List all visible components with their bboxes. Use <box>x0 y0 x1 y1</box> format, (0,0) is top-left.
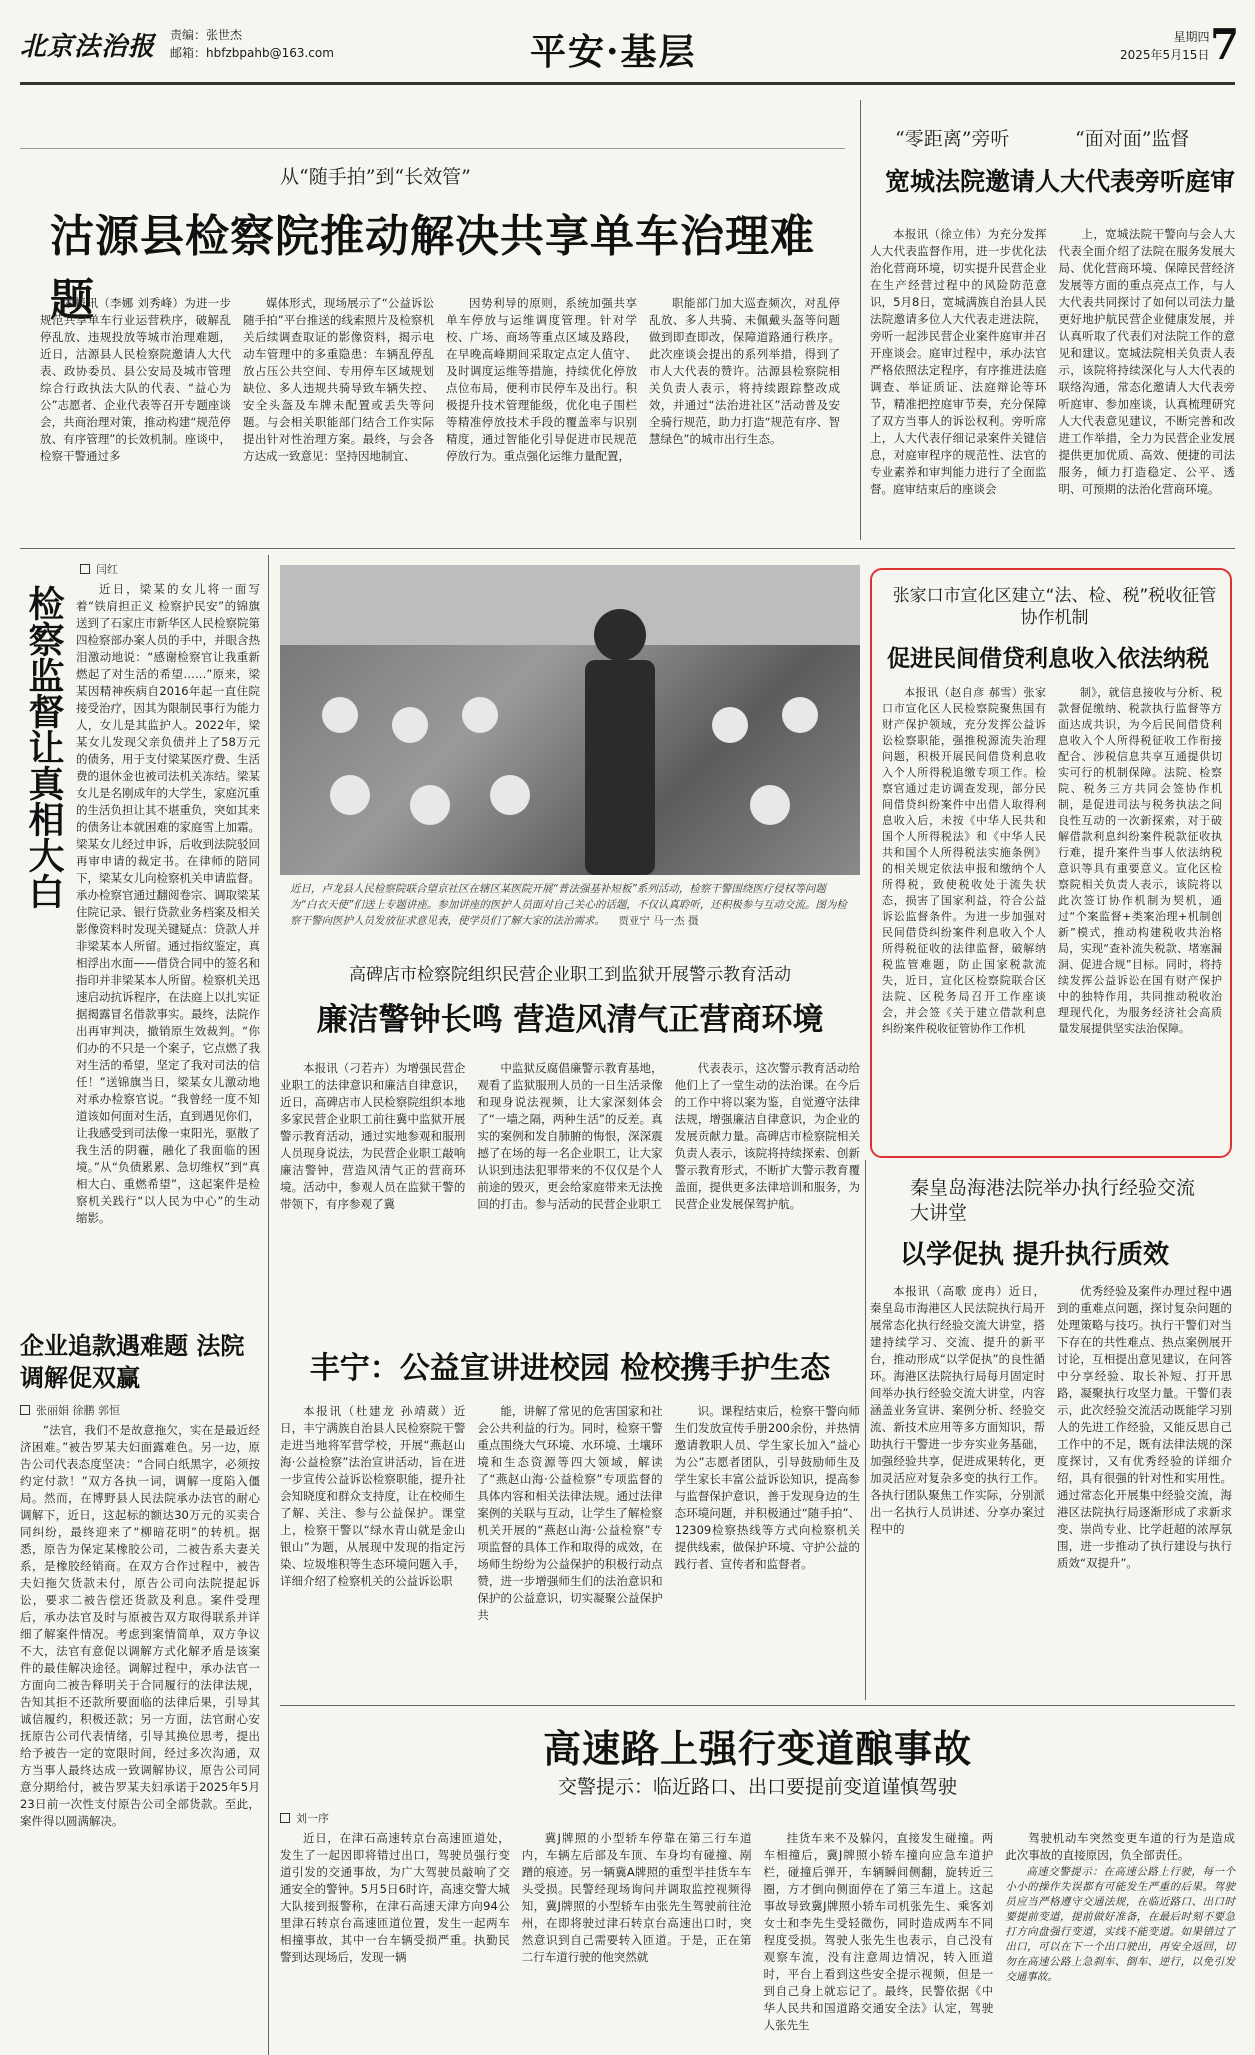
section-rule <box>280 1705 1235 1706</box>
article-body <box>280 1060 860 1310</box>
article-title: 以学促执 提升执行质效 <box>900 1240 1170 1270</box>
article-col-1: 近日，丰宁满族自治县人民检察院干警走进当地将军营学校，开展“燕赵山海·公益检察”法治宣讲活动，旨在进一步宣传公益诉讼检察职能，提升社会知晓度和群众支持度，让在校师生了解、关注、参与公益保护。课堂上，检察干警以“绿水青山就是金山银山”为题，从展现中发现的指定污染、垃圾堆积等生态环境问题入手，详细介绍了检察机关的公益诉讼职 <box>280 1404 466 1588</box>
photo-image <box>280 565 860 875</box>
author-name: 刘一序 <box>296 1812 329 1825</box>
article-body <box>870 1283 1232 1688</box>
editor-name: 张世杰 <box>206 28 243 42</box>
article-title: 高速路上强行变道酿事故 <box>542 1726 972 1771</box>
article-col-3: 代表表示，这次警示教育活动给他们上了一堂生动的法治课。在今后的工作中将以案为鉴，自觉遵守法律法规，增强廉洁自律意识，为企业的发展贡献力量。高碑店市检察院相关负责人表示，该院将持续探索、创新警示教育形式，不断扩大警示教育覆盖面，提供更多法律培训和服务，为民营企业发展保驾护航。 <box>674 1061 860 1211</box>
article-shared-bikes <box>20 100 845 540</box>
article-court-hearing <box>870 100 1235 545</box>
section-title: 平安·基层 <box>530 31 697 73</box>
article-kicker: 张家口市宣化区建立“法、检、税”税收征管协作机制 <box>892 586 1217 628</box>
article-col-4: 驾驶机动车突然变更车道的行为是造成此次事故的直接原因，负全部责任。 <box>1005 1831 1235 1862</box>
article-body-continued <box>20 910 260 1290</box>
article-body <box>20 1422 260 2032</box>
article-kicker: 高碑店市检察院组织民营企业职工到监狱开展警示教育活动 <box>349 965 791 985</box>
author-name: 闫红 <box>96 563 118 576</box>
traffic-tip: 高速交警提示：在高速公路上行驶，每一个小小的操作失误都有可能发生严重的后果。驾驶员应当严格遵守交通法规，在临近路口、出口时要提前变道，提前做好准备，在最后时刻不要急打方向盘强行变道，实线不能变道。如果错过了出口，可以在下一个出口驶出，再安全返回，切勿在高速公路上急刹车、倒车、逆行，以免引发交通事故。 <box>1005 1866 1235 1983</box>
article-col-2: 媒体形式，现场展示了“公益诉讼随手拍”平台推送的线索照片及检察机关后续调查取证的影像资料，揭示电动车管理中的多重隐患：车辆乱停乱放占压公共空间、专用停车区域规划缺位、多人违规共骑导致车辆失控、安全头盔及车牌未配置或丢失等问题。与会相关职能部门结合工作实际提出针对性治理方案。最终，与会各方达成一致意见：坚持因地制宜、 <box>243 296 434 463</box>
article-vertical-title: 检察监督让真相大白 <box>23 585 65 909</box>
article-col-4: 职能部门加大巡查频次，对乱停乱放、多人共骑、未佩戴头盔等问题做到即查即改，保障道路通行秩序。此次座谈会提出的系列举措，得到了市人大代表的赞许。沽源县检察院相关负责人表示，将持续跟踪整改成效，并通过“法治进社区”活动普及安全骑行规范，助力打造“规范有序、智慧绿色”的城市出行生态。 <box>649 296 840 446</box>
article-text: 近日，梁某的女儿将一面写着“铁肩担正义 检察护民安”的锦旗送到了石家庄市新华区人民检察院第四检察部办案人员的手中，并眼含热泪激动地说：“感谢检察官让我重新燃起了对生活的希望……”原来，梁某因精神疾病自2016年起一直住院接受治疗，因其为限制民事行为能力人，女儿是其监护人。2022年，梁某女儿发现父亲负债并上了58万元的债务，用于支付梁某医疗费、生活费的退休金也被司法机关冻结。梁某女儿是名刚成年的大学生，家庭沉重的生活负担让其不堪重负，突如其来的债务让本就困难的家庭雪上加霜。梁某女儿经过申诉，后收到法院驳回再审申请的裁定书。在律师的陪同下，梁某女儿向检察机关申请监督。承办检察官通过翻阅卷宗、调取梁某住院记录、银行贷款业务档案及相关影像资料时发现关键疑点：贷款人并非梁某本人所留。通过指纹鉴定，真相浮出水面——借贷合同中的签名和指印并非梁某本人所留。检察机关迅速启动抗诉程序，在法庭上以扎实证据揭露冒名借款事实。最终，法院作出再审判决，撤销原生效裁判。“你们办的不只是一个案子，它点燃了我对生活的希望，坚定了我对司法的信任！”送锦旗当日，梁某女儿激动地对承办检察官说。“我曾经一度不知道该如何面对生活，直到遇见你们，让我感受到司法像一束阳光，驱散了我生活的阴霾，融化了我面临的困境。”从“负债累累、急切维权”到“真相大白、重燃希望”，这起案件是检察机关践行“以人民为中心”的生动缩影。 <box>76 582 260 1225</box>
author-names: 张丽娟 徐鹏 郭恒 <box>36 1404 120 1417</box>
email-address: hbfzbpahb@163.com <box>206 46 334 60</box>
article-col-1: 为进一步规范共享单车行业运营秩序，破解乱停乱放、违规投放等城市治理难题，近日，沽源县人民检察院邀请人大代表、政协委员、县公安局及城市管理综合行政执法大队的代表、“益心为公”志愿者、企业代表等召开专题座谈会，共商治理对策，推动构建“规范停放、有序管理”的长效机制。座谈中，检察干警通过多 <box>40 296 232 463</box>
author-marker <box>20 1405 30 1415</box>
article-byline: 本报讯（徐立伟） <box>893 227 988 241</box>
article-kicker-right: “面对面”监督 <box>1075 128 1190 150</box>
article-kicker: 从“随手拍”到“长效管” <box>280 166 471 188</box>
article-title: 促进民间借贷利息收入依法纳税 <box>887 645 1209 672</box>
article-truth <box>20 555 260 1315</box>
author-marker <box>80 564 90 574</box>
article-byline: 本报讯（刁若卉） <box>303 1061 396 1075</box>
article-execution-lecture <box>870 1168 1232 1698</box>
article-title: 沽源县检察院推动解决共享单车治理难题 <box>50 211 815 326</box>
article-body <box>280 1403 860 1688</box>
editor-label: 责编： <box>170 28 207 42</box>
article-fengning <box>280 1335 860 1695</box>
article-tax-mechanism <box>870 568 1232 1158</box>
article-col-3: 挂货车来不及躲闪，直接发生碰撞。两车相撞后，冀J牌照小轿车撞向应急车道护栏，碰撞后弹开，车辆瞬间侧翻，旋转近三圈，方才倒向侧面停在了第三车道上。这起事故导致冀J牌照小轿车司机张先生、乘客刘女士和李先生受轻微伤，同时造成两车不同程度受损。驾驶人张先生也表示，自己没有观察车流，没有注意周边情况，转入匝道时，平台上看到这些安全提示视频，但是一到自己身上就忘记了。最终，民警依据《中华人民共和国道路交通安全法》认定，驾驶人张先生 <box>763 1831 994 2032</box>
article-kicker-left: “零距离”旁听 <box>895 128 1010 150</box>
article-col-2: 优秀经验及案件办理过程中遇到的重难点问题，探讨复杂问题的处理策略与技巧。执行干警们对当下存在的共性难点、热点案例展开讨论，互相提出意见建议，在问答中分享经验、取长补短、打开思路，凝聚执行攻坚力量。干警们表示，此次经验交流活动既能学习别人的先进工作经验，又能反思自己工作中的不足，既有法律法规的深度探讨，又有优秀经验的详细介绍，具有很强的针对性和实用性。通过常态化开展集中经验交流，海港区法院执行局逐渐形成了求新求变、崇尚专业、比学赶超的浓厚氛围，进一步推动了执行建设与执行质效“双提升”。 <box>1057 1284 1232 1570</box>
article-col-1: 为增强民营企业职工的法律意识和廉洁自律意识，近日，高碑店市人民检察院组织本地多家民营企业职工前往冀中监狱开展警示教育活动，通过实地参观和服刑人员现身说法，为民营企业职工敲响廉洁警钟，营造风清气正的营商环境。活动中，参观人员在监狱干警的带领下，有序参观了冀 <box>280 1061 466 1211</box>
article-body <box>76 581 260 1225</box>
article-body <box>870 226 1235 541</box>
article-col-2: 冀J牌照的小型轿车停靠在第三行车道内，车辆左后部及车顶、车身均有碰撞、剐蹭的痕迹。另一辆冀A牌照的重型半挂货车车头受损。民警经现场询问并调取监控视频得知，冀J牌照的小型轿车由张先生驾驶前往沧州，在即将驶过津石转京台高速出口时，突然意识到自己需要转入匝道。于是，正在第二行车道行驶的他突然就 <box>521 1831 752 1964</box>
photo-credit: 贾亚宁 马一杰 摄 <box>618 915 699 927</box>
weekday: 星期四 <box>1173 30 1210 44</box>
paper-name: 北京法治报 <box>20 32 156 62</box>
news-photo <box>280 565 860 945</box>
page-number: 7 <box>1210 20 1240 69</box>
article-byline: 本报讯（李娜 刘秀峰） <box>63 296 185 310</box>
article-col-2: 中监狱反腐倡廉警示教育基地，观看了监狱服刑人员的一日生活录像和现身说法视频，让大家深刻体会了“一墙之隔，两种生活”的反差。真实的案例和发自肺腑的悔恨，深深震撼了在场的每一名企业职工，让大家认识到违法犯罪带来的不仅仅是个人前途的毁灭，更会给家庭带来无法挽回的打击。参与活动的民营企业职工 <box>477 1061 663 1211</box>
article-col-3: 识。课程结束后，检察干警向师生们发放宣传手册200余份，并热情邀请教职人员、学生家长加入“益心为公”志愿者团队，引导鼓励师生及学生家长丰富公益诉讼知识，提高参与监督保护意识，善于发现身边的生态环境问题，并积极通过“随手拍”、12309检察热线等方式向检察机关提供线索，做保护环境、守护公益的践行者、宣传者和监督者。 <box>674 1404 860 1571</box>
editor-info <box>170 26 334 62</box>
article-col-1: 张家口市宣化区人民检察院聚焦国有财产保护领域，充分发挥公益诉讼检察职能，强推税源流失治理问题，积极开展民间借贷利息收入个人所得税追缴专项工作。检察官通过走访调查发现，部分民间借贷纠纷案件中出借人取得利息收入后，未按《中华人民共和国个人所得税法》和《中华人民共和国个人所得税法实施条例》的相关规定依法申报和缴纳个人所得税，致使税收处于流失状态，损害了国家利益，符合公益诉讼监督条件。为进一步加强对民间借贷纠纷案件利息收入个人所得税征收的法律监督，破解纳税监管难题，防止国家税款流失，近日，宣化区检察院联合区法院、区税务局召开工作座谈会，并会签《关于建立借款利息纠纷案件税收征管协作工作机 <box>882 686 1047 1035</box>
article-warning-education <box>280 960 860 1320</box>
article-col-2: 能，讲解了常见的危害国家和社会公共利益的行为。同时，检察干警重点围绕大气环境、水环境、土壤环境和生态资源等四大领域，解读了“燕赵山海·公益检察”专项监督的具体内容和相关法律法规。通过法律案例的关联与互动，让学生了解检察机关开展的“燕赵山海·公益检察”专项监督的具体工作和取得的成效，在场师生纷纷为公益保护的积极行动点赞，进一步增强师生们的法治意识和保护的公益意识，切实凝聚公益保护共 <box>477 1404 663 1622</box>
article-title: 宽城法院邀请人大代表旁听庭审 <box>885 167 1236 196</box>
section-rule <box>20 548 1235 549</box>
article-byline: 本报讯（杜建龙 孙靖葳） <box>303 1404 454 1418</box>
article-author <box>280 1810 329 1826</box>
photo-scene-icon <box>280 565 860 875</box>
article-col-3: 因势利导的原则，系统加强共享单车停放与运维调度管理。针对学校、广场、商场等重点区域及路段，在早晚高峰期间采取定点定人值守、及时调度运维等措施，持续优化停放点位布局，便利市民停车及出行。积极提升技术管理能级，优化电子围栏等精准停放技术手段的覆盖率与识别精度，通过智能化引导促进市民规范停放行为。重点强化运维力量配置， <box>446 296 637 463</box>
article-col-2: 制》，就信息接收与分析、税款督促缴纳、税款执行监督等方面达成共识，为今后民间借贷利息收入个人所得税征收工作衔接配合、涉税信息共享互通提供切实可行的机制保障。法院、检察院、税务三方共同会签协作机制，是促进司法与税务执法之间良性互动的一次新探索，对于破解借款利息纠纷案件税款征收执行难，提升案件当事人依法纳税意识等具有重要意义。宣化区检察院相关负责人表示，该院将以此次签订协作机制为契机，通过“个案监督+类案治理+机制创新”模式，推动构建税收共治格局，实现“查补流失税款、堵塞漏洞、促进合规”目标。同时，将持续发挥公益诉讼在国有财产保护中的独特作用，共同推动税收治理现代化，为服务经济社会高质量发展提供坚实法治保障。 <box>1058 686 1222 1035</box>
article-enterprise-payment <box>20 1330 260 2035</box>
article-col-1: 为充分发挥人大代表监督作用，进一步优化法治化营商环境，切实提升民营企业在生产经营过程中的风险防范意识，5月8日，宽城满族自治县人民法院邀请多位人大代表走进法院，旁听一起涉民营企业案件庭审并召开座谈会。庭审过程中，承办法官严格依照法定程序，有序推进法庭调查、举证质证、法庭辩论等环节，精准把控庭审节奏，充分保障了双方当事人的诉讼权利。旁听席上，人大代表仔细记录案件关键信息，对庭审程序的规范性、法官的专业素养和审判能力进行了全面监督。庭审结束后的座谈会 <box>870 227 1047 496</box>
masthead-rule <box>20 82 1235 85</box>
column-divider <box>860 100 861 540</box>
article-kicker: 秦皇岛海港法院举办执行经验交流大讲堂 <box>910 1177 1196 1224</box>
article-byline: 本报讯（高歌 庞冉） <box>893 1284 1009 1298</box>
article-title: 丰宁：公益宣讲进校园 检校携手护生态 <box>309 1351 831 1386</box>
article-title: 企业追款遇难题 法院调解促双赢 <box>20 1331 245 1392</box>
article-frame <box>20 148 845 149</box>
article-col-1: 近日，在津石高速转京台高速匝道处，发生了一起因即将错过出口，驾驶员强行变道引发的交通事故，为广大驾驶员敲响了交通安全的警钟。5月5日6时许，高速交警大城大队接到报警称，在津石高速天津方向94公里津石转京台高速匝道位置，发生一起两车相撞事故，其中一台车辆受损严重。执勤民警到达现场后，发现一辆 <box>280 1831 510 1964</box>
article-body <box>280 1830 1235 2035</box>
article-body <box>40 295 840 485</box>
article-title: 廉洁警钟长鸣 营造风清气正营商环境 <box>316 1002 824 1038</box>
article-subtitle: 交警提示：临近路口、出口要提前变道谨慎驾驶 <box>557 1776 957 1798</box>
masthead <box>20 20 1240 80</box>
article-col-2: 上，宽城法院干警向与会人大代表全面介绍了法院在服务发展大局、优化营商环境、保障民营经济发展等方面的重点亮点工作，与人大代表共同探讨了如何以司法力量更好地护航民营企业健康发展，并认真听取了代表们对法院工作的意见和建议。宽城法院相关负责人表示，该院将持续深化与人大代表的联络沟通，常态化邀请人大代表旁听庭审、参加座谈，认真梳理研究人大代表意见建议，不断完善和改进工作举措，全力为民营企业发展提供更加优质、高效、便捷的司法服务，倾力打造稳定、公平、透明、可预期的法治化营商环境。 <box>1058 227 1235 496</box>
column-divider <box>865 1160 866 1700</box>
article-highway-accident <box>280 1710 1235 2040</box>
email-label: 邮箱： <box>170 46 207 60</box>
author-marker <box>280 1813 290 1823</box>
article-byline: 本报讯（赵自彦 郝雪） <box>904 686 1024 699</box>
article-col-1: 近日，秦皇岛市海港区人民法院执行局开展常态化执行经验交流大讲堂，搭建持续学习、交流、提升的新平台，推动形成“以学促执”的良性循环。海港区法院执行局每月固定时间举办执行经验交流大讲堂，内容涵盖业务宣讲、案例分析、经验交流、新技术应用等多方面知识，帮助执行干警进一步夯实业务基础，加强经验共享，促进成果转化，更加灵活应对复杂多变的执行工作。各执行团队聚焦工作实际，分别派出一名执行人员讲述、分享办案过程中的 <box>870 1284 1046 1536</box>
caption-text: 近日，卢龙县人民检察院联合望京社区在辖区某医院开展“普法强基补短板”系列活动，检察干警围绕医疗侵权等问题为“白衣天使”们送上专题讲座。参加讲座的医护人员面对自己关心的话题，不仅认真聆听，还积极参与互动交流。图为检察干警向医护人员发放征求意见表，使学员们了解大家的法治需求。 <box>290 883 847 927</box>
date: 2025年5月15日 <box>1120 48 1210 62</box>
article-text: “法官，我们不是故意拖欠，实在是最近经济困难。”被告罗某夫妇面露难色。另一边，原告公司代表态度坚决：“合同白纸黑字，必须按约定付款！”双方各执一词，调解一度陷入僵局。然而，在博野县人民法院承办法官的耐心调解下，近日，这起标的额达30万元的买卖合同纠纷，最终迎来了“柳暗花明”的转机。据悉，原告为保定某橡胶公司，二被告系夫妻关系，是橡胶经销商。在双方合作过程中，被告夫妇拖欠货款未付，原告公司向法院提起诉讼，要求二被告偿还货款及利息。案件受理后，承办法官及时与原被告双方取得联系并详细了解案件情况。考虑到案情简单，双方争议不大，法官有意促以调解方式化解矛盾是该案件的最佳解决途径。调解过程中，承办法官一方面向二被告释明关于合同履行的法律法规，告知其拒不还款所要面临的法律后果，引导其诚信履约，积极还款；另一方面，法官耐心安抚原告公司代表情绪，引导其换位思考，提出给予被告一定的宽限时间，经过多次沟通，双方当事人最终达成一致调解协议，原告公司同意分期给付，被告罗某夫妇承诺于2025年5月23日前一次性支付原告公司全部货款。至此，案件得以圆满解决。 <box>20 1423 260 1828</box>
article-author <box>20 1402 120 1418</box>
article-body <box>882 685 1222 1150</box>
photo-caption <box>290 881 850 945</box>
issue-date <box>1120 28 1209 64</box>
column-divider <box>268 555 269 2055</box>
article-author <box>80 561 118 577</box>
